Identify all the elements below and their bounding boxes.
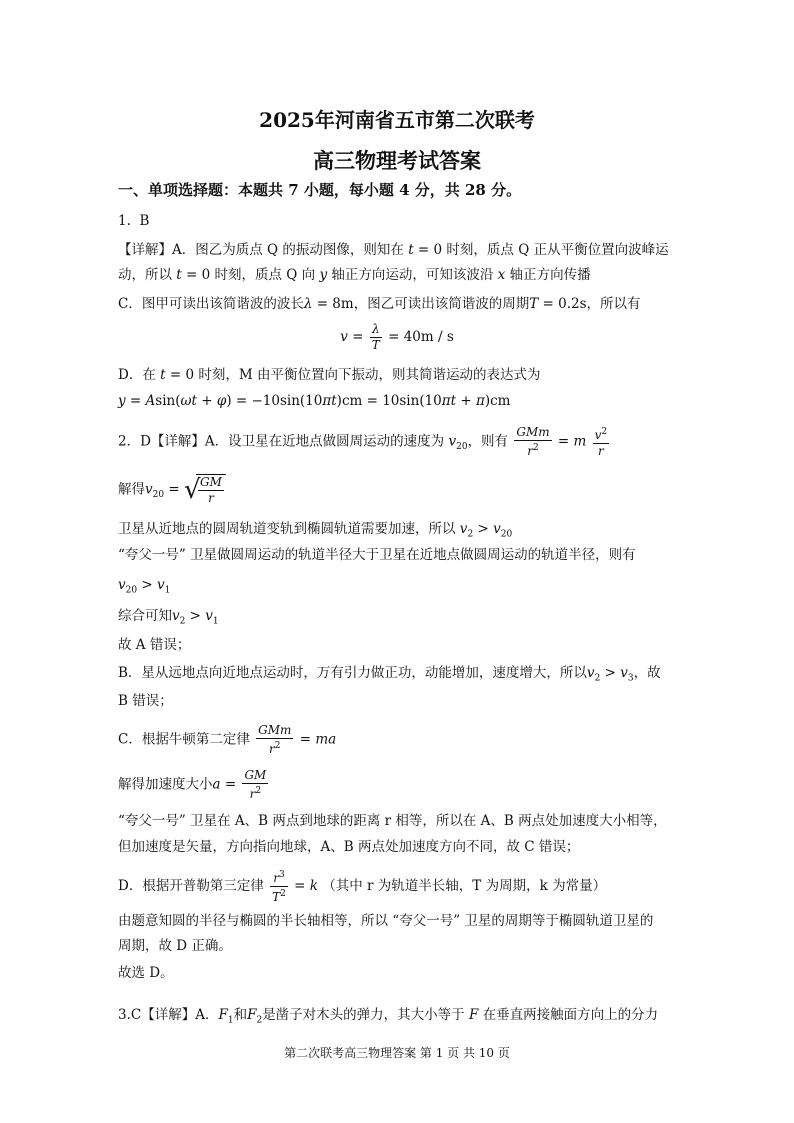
q2-solve-v20: 解得$v_{20}$ = √ $\frac{GM}{r}$ (118, 474, 226, 506)
q1-c-line: C．图甲可读出该简谐波的波长λ = 8m，图乙可读出该简谐波的周期T = 0.2s，所以有 (118, 296, 641, 312)
q1-line-2: 动，所以 t = 0 时刻，质点 Q 向 y 轴正方向运动，可知该波沿 x 轴正方向传播 (118, 267, 591, 283)
q2-d-line-2: 由题意知圆的半径与椭圆的半长轴相等，所以 “夸父一号” 卫星的周期等于椭圆轨道卫星的 (118, 913, 654, 929)
q2-line-5: $v_{20} > v_1$ (118, 577, 171, 596)
exam-subtitle: 高三物理考试答案 (313, 148, 481, 173)
page-footer: 第二次联考高三物理答案 第 1 页 共 10 页 (284, 1046, 510, 1060)
q2-c-line-2: 解得加速度大小a = $\frac{GM}{r^2}$ (118, 768, 267, 801)
q2-c-line-3: “夸父一号” 卫星在 A、B 两点到地球的距离 r 相等，所以在 A、B 两点处加速度大小相等， (118, 813, 667, 829)
q1-equation: y = Asin(ωt + φ) = −10sin(10πt)cm = 10sin(10πt + π)cm (118, 393, 511, 409)
q1-d-line: D．在 t = 0 时刻，M 由平衡位置向下振动，则其简谐运动的表达式为 (118, 367, 541, 383)
q2-line-6: 综合可知$v_2 > v_1$ (118, 608, 219, 627)
q3-line-1: 3.C【详解】A．$F_1$和$F_2$是凿子对木头的弹力，其大小等于 F 在垂直两接触面方向上的分力 (118, 1007, 659, 1026)
q1-answer: 1. B (118, 213, 150, 229)
q2-b-line-1: B．星从远地点向近地点运动时，万有引力做正功，动能增加，速度增大，所以$v_2 > v_3$，故 (118, 665, 661, 684)
q2-b-line-2: B 错误； (118, 693, 173, 709)
q1-speed-formula: v = $\frac{\lambda}{T}$ = 40m / s (340, 322, 454, 352)
q2-c-line-1: C．根据牛顿第二定律 $\frac{\text{GMm}}{r^2}$ = ma (118, 723, 337, 756)
q2-line-7: 故 A 错误； (118, 637, 191, 653)
q2-d-line-1: D．根据开普勒第三定律 $\frac{r^3}{T^2}$ = k （其中 r 为轨道半长轴，T 为周期，k 为常量） (118, 870, 607, 904)
exam-title: 2025年河南省五市第二次联考 (259, 108, 535, 132)
q2-c-line-4: 但加速度是矢量，方向指向地球，A、B 两点处加速度方向不同，故 C 错误； (118, 839, 580, 855)
q1-line-1: 【详解】A．图乙为质点 Q 的振动图像，则知在 t = 0 时刻，质点 Q 正从平衡位置向波峰运 (118, 242, 669, 258)
section-heading: 一、单项选择题：本题共 7 小题，每小题 4 分，共 28 分。 (118, 181, 522, 199)
q2-choice: 故选 D。 (118, 965, 174, 981)
q2-line-1: 2．D【详解】A．设卫星在近地点做圆周运动的速度为 $v_{20}$，则有 $\frac{\text{GMm}}{r^2}$ = m $\frac{v^2}{r}$ (118, 425, 608, 458)
q2-line-3: 卫星从近地点的圆周轨道变轨到椭圆轨道需要加速，所以 $v_2 > v_{20}$ (118, 521, 513, 540)
q2-d-line-3: 周期，故 D 正确。 (118, 938, 232, 954)
q2-line-4: “夸父一号” 卫星做圆周运动的轨道半径大于卫星在近地点做圆周运动的轨道半径，则有 (118, 547, 636, 563)
